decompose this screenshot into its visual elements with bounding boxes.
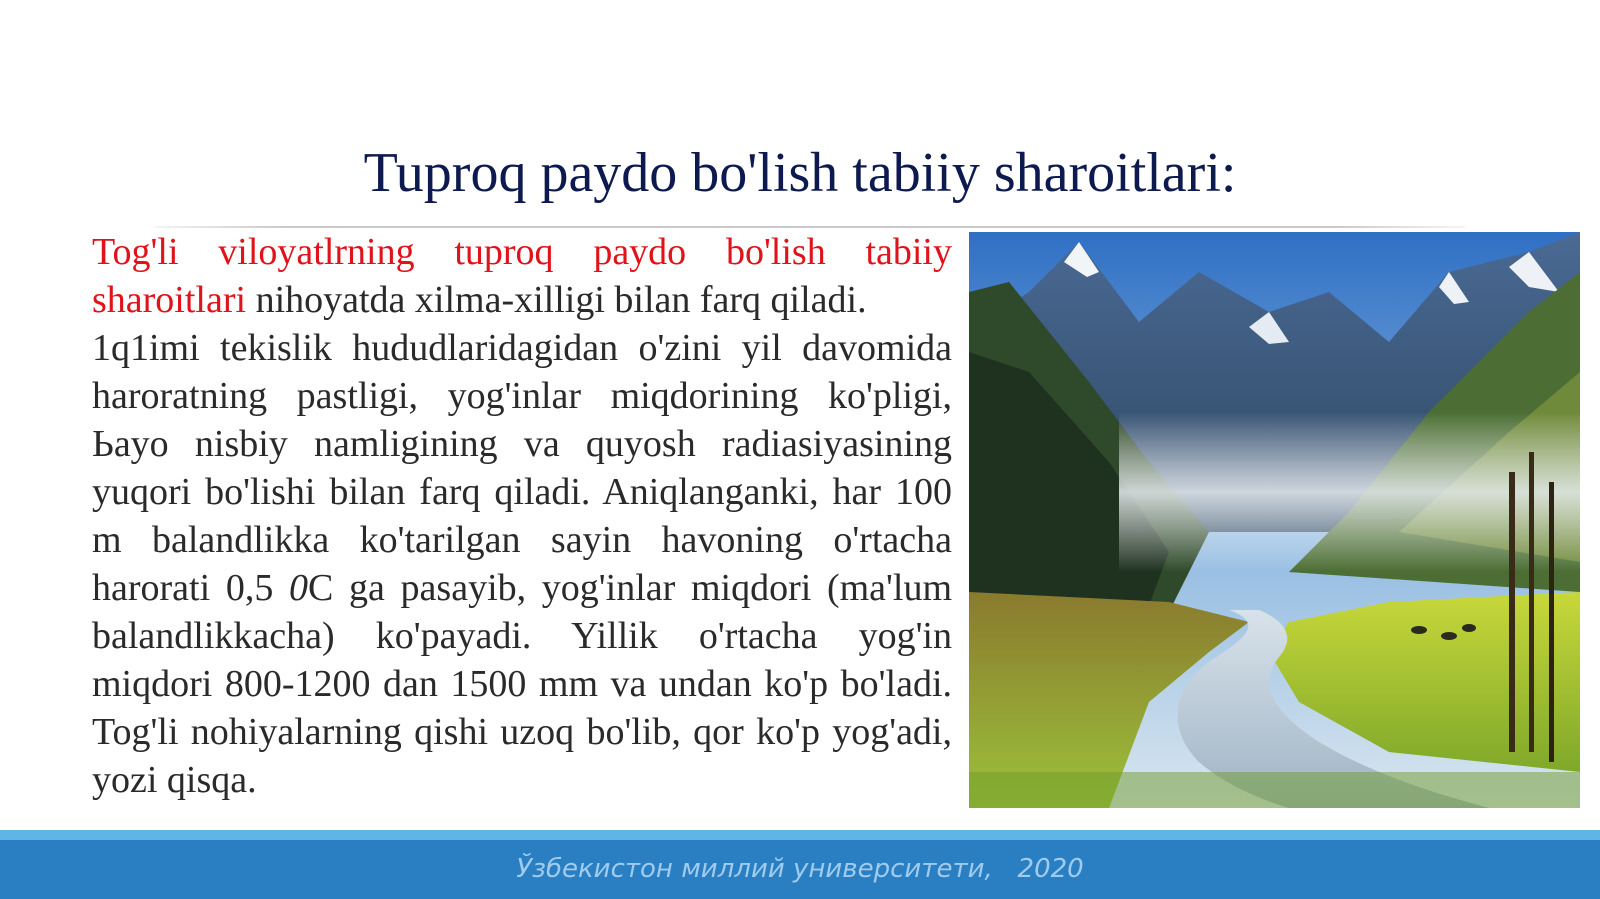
body-paragraph-part-a: 1q1imi tekislik hududlaridagidan o'zini yil davomida haroratning pastligi, yog'inlar miqdorining ko'pligi, Ьayo nisbiy namligining va quyosh radiasiyasining yuqori bo'lishi bilan farq qiladi. Aniqlanganki, har 100 m balandlikka ko'tarilgan sayin havoning o'rtacha harorati 0,5 [92, 327, 952, 609]
degree-symbol: 0 [289, 567, 308, 609]
footer-text: Ўзбекистон миллий университети, 2020 [516, 854, 1084, 884]
mountain-valley-illustration [969, 232, 1580, 808]
slide-title: Tuproq paydo bo'lish tabiiy sharoitlari: [363, 142, 1237, 204]
body-paragraph [92, 324, 952, 804]
highlighted-lead-text: Tog'li viloyatlrning tuproq paydo bo'lish tabiiy sharoitlari [92, 231, 952, 321]
footer-bar [0, 840, 1600, 899]
footer-accent-bar [0, 830, 1600, 840]
sentence-rest: nihoyatda xilma-xilligi bilan farq qiladi. [246, 279, 867, 321]
body-paragraph-part-b: C ga pasayib, yog'inlar miqdori (ma'lum balandlikkacha) ko'payadi. Yillik o'rtacha yog'in miqdori 800-1200 dan 1500 mm va undan ko'p bo'ladi. Tog'li nohiyalarning qishi uzoq bo'lib, qor ko'p yog'adi, yozi qisqa. [92, 567, 952, 801]
body-text [92, 228, 952, 804]
mountain-valley-photo [969, 232, 1580, 808]
